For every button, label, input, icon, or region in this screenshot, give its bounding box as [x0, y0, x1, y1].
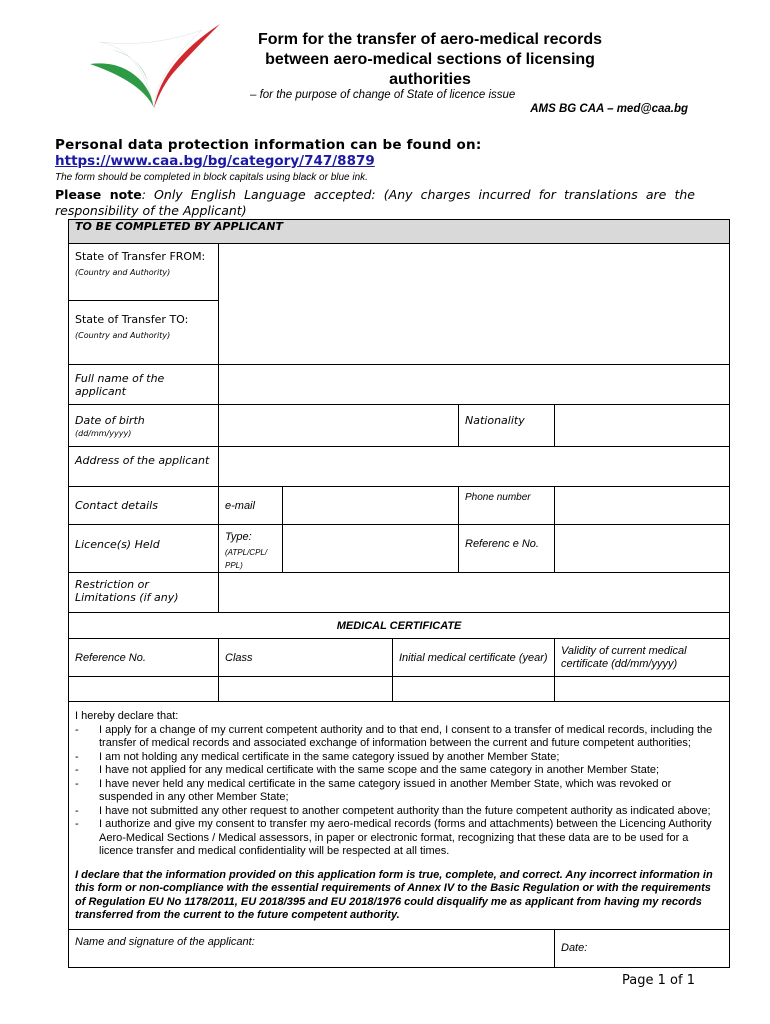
nationality-label: Nationality — [459, 405, 555, 447]
mc-col-class: Class — [219, 639, 393, 677]
state-transfer-field[interactable] — [219, 244, 730, 365]
state-to-label: State of Transfer TO: — [75, 313, 189, 326]
declaration-list — [75, 724, 723, 859]
dob-field[interactable] — [219, 405, 459, 447]
dob-row — [69, 405, 730, 447]
declaration-cell — [69, 702, 730, 930]
mc-reference-field[interactable] — [69, 677, 219, 702]
contact-email: AMS BG CAA – med@caa.bg — [530, 103, 688, 115]
reference-no-label: Referenc e No. — [459, 525, 555, 573]
full-name-label: Full name of the applicant — [69, 365, 219, 405]
signature-row — [69, 929, 730, 967]
email-field[interactable] — [283, 487, 459, 525]
phone-field[interactable] — [555, 487, 730, 525]
phone-label: Phone number — [459, 487, 555, 525]
full-name-row — [69, 365, 730, 405]
type-label: Type: — [225, 531, 252, 543]
dob-hint: (dd/mm/yyyy) — [75, 429, 132, 438]
declaration-row — [69, 702, 730, 930]
please-note-text: : Only English Language accepted: (Any charges incurred for translations are the responsibility of the Applicant) — [55, 187, 695, 218]
mc-columns-row — [69, 639, 730, 677]
contact-row — [69, 487, 730, 525]
mc-initial-field[interactable] — [393, 677, 555, 702]
form-subtitle: – for the purpose of change of State of licence issue — [250, 89, 516, 101]
declaration-item: - I authorize and give my consent to transfer my aero-medical records (forms and attachments) between the Licencing Authority Aero-Medical Sections / Medical assessors, in paper or electronic format, recognizing that these data are to be used for a licence transfer and medical confidentiality will be respected at all times. — [75, 818, 723, 859]
licence-reference-field[interactable] — [555, 525, 730, 573]
section-header-row — [69, 220, 730, 244]
medical-certificate-header-row — [69, 613, 730, 639]
mc-class-field[interactable] — [219, 677, 393, 702]
mc-values-row — [69, 677, 730, 702]
medical-certificate-header: MEDICAL CERTIFICATE — [69, 613, 730, 639]
licence-label: Licence(s) Held — [69, 525, 219, 573]
contact-label: Contact details — [69, 487, 219, 525]
declaration-item: - I have not submitted any other request to another competent authority than the future competent authority as indicated above; — [75, 805, 723, 819]
mc-col-initial: Initial medical certificate (year) — [393, 639, 555, 677]
page-number: Page 1 of 1 — [622, 973, 695, 988]
declaration-item: - I have never held any medical certificate in the same category issued in another Member State, which was revoked or suspended in any other Member State; — [75, 778, 723, 805]
address-field[interactable] — [219, 447, 730, 487]
address-row — [69, 447, 730, 487]
restriction-row — [69, 573, 730, 613]
restriction-label: Restriction or Limitations (if any) — [69, 573, 219, 613]
form-title-line1: Form for the transfer of aero-medical records — [257, 31, 603, 48]
declaration-item: - I am not holding any medical certificate in the same category issued by another Member State; — [75, 751, 723, 765]
licence-type-cell — [219, 525, 283, 573]
dob-label: Date of birth — [75, 414, 145, 427]
language-note — [55, 187, 695, 219]
state-to-hint: (Country and Authority) — [75, 331, 171, 340]
declaration-item: - I have not applied for any medical certificate with the same scope and the same category in another Member State; — [75, 764, 723, 778]
state-from-row — [69, 244, 730, 301]
ink-note: The form should be completed in block capitals using black or blue ink. — [55, 172, 368, 183]
declaration-intro: I hereby declare that: — [75, 710, 179, 722]
state-from-label: State of Transfer FROM: — [75, 250, 206, 263]
mc-col-reference: Reference No. — [69, 639, 219, 677]
please-note-label: Please note — [55, 187, 142, 202]
privacy-link[interactable]: https://www.caa.bg/bg/category/747/8879 — [55, 153, 375, 169]
declaration-item: - I apply for a change of my current competent authority and to that end, I consent to a transfer of medical records, including the transfer of medical records and associated exchange of information between the current and future competent authorities; — [75, 724, 723, 751]
state-to-label-cell — [69, 301, 219, 365]
email-label: e-mail — [219, 487, 283, 525]
licence-type-field[interactable] — [283, 525, 459, 573]
dob-label-cell — [69, 405, 219, 447]
type-hint: (ATPL/CPL/ PPL) — [225, 548, 268, 570]
date-field[interactable] — [555, 929, 730, 967]
mc-validity-field[interactable] — [555, 677, 730, 702]
address-label: Address of the applicant — [69, 447, 219, 487]
full-name-field[interactable] — [219, 365, 730, 405]
privacy-heading: Personal data protection information can be found on: — [55, 137, 482, 153]
restriction-field[interactable] — [219, 573, 730, 613]
date-label: Date: — [561, 942, 588, 954]
nationality-field[interactable] — [555, 405, 730, 447]
declaration-statement: I declare that the information provided on this application form is true, complete, and correct. Any incorrect information in this form or non-compliance with the essential requirements of Annex IV to the Basic Regulation or with the requirements of Regulation EU No 1178/2011, EU 2018/395 and EU 2018/1976 could disqualify me as applicant from having my records transferred from the current to the future competent authority. — [75, 868, 713, 921]
form-title-line2: between aero-medical sections of licensing — [265, 51, 595, 68]
licence-row — [69, 525, 730, 573]
form-title-line3: authorities — [389, 71, 471, 88]
signature-field[interactable] — [69, 929, 555, 967]
state-from-label-cell — [69, 244, 219, 301]
section-header: TO BE COMPLETED BY APPLICANT — [69, 220, 730, 244]
state-from-hint: (Country and Authority) — [75, 268, 171, 277]
mc-col-validity: Validity of current medical certificate (dd/mm/yyyy) — [555, 639, 730, 677]
applicant-form-table — [68, 219, 730, 968]
signature-label: Name and signature of the applicant: — [75, 935, 255, 948]
